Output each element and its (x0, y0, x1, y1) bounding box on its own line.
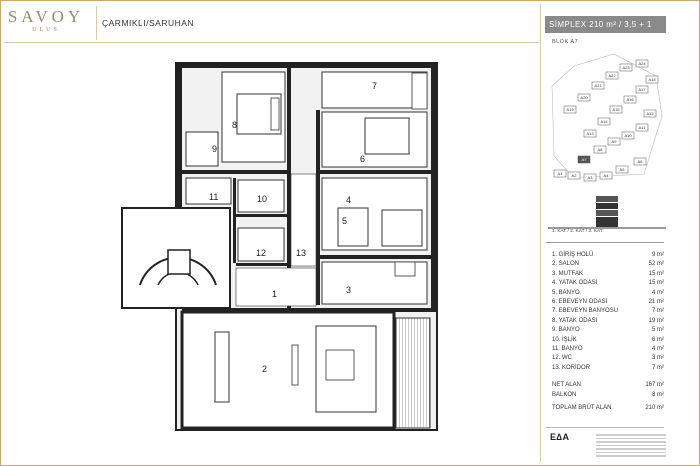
room-name: 5. BANYO (552, 289, 580, 296)
room-area: 5 m² (652, 327, 664, 334)
plan-label-11: 11 (209, 192, 219, 202)
gross-area-row (552, 404, 664, 413)
room-name: 4. YATAK ODASI (552, 280, 598, 287)
site-block-label: A7 (581, 157, 587, 163)
balcony-label: BALKON (552, 391, 577, 398)
site-block-label: A13 (586, 131, 594, 137)
site-block-label: A14 (600, 119, 608, 125)
gross-area-label: TOPLAM BRÜT ALAN (552, 405, 612, 411)
net-area-label: NET ALAN (552, 382, 581, 388)
site-block-label: A9 (611, 139, 617, 145)
pillow-8 (271, 98, 279, 130)
room-name: 9. BANYO (552, 327, 580, 334)
room-row (552, 317, 664, 326)
site-block-label: A4 (603, 173, 609, 179)
coffee-table (326, 350, 354, 380)
site-block-label: A19 (566, 107, 574, 113)
wall-h2 (320, 170, 431, 174)
site-block-label: A1 (557, 171, 563, 177)
site-block-label: A21 (594, 83, 602, 89)
room-name: 7. EBEVEYN BANYOSU (552, 308, 619, 315)
room-area: 7 m² (652, 308, 664, 315)
balcony (396, 318, 430, 428)
plan-label-10: 10 (257, 194, 268, 204)
elevator (168, 250, 190, 274)
room-area: 4 m² (652, 345, 664, 352)
logo-brand: SAVOY (7, 7, 85, 26)
room-row (552, 298, 664, 307)
room-area: 15 m² (648, 280, 664, 287)
wall-top (176, 63, 437, 68)
wall-h3 (320, 255, 431, 259)
room-row (552, 326, 664, 335)
room-name: 6. EBEVEYN ODASI (552, 298, 608, 305)
room-row (552, 279, 664, 288)
bathtub-7 (412, 73, 427, 109)
balcony-row (552, 391, 664, 401)
room-row (552, 336, 664, 345)
site-block-label: A24 (638, 61, 646, 67)
room-area: 52 m² (648, 261, 664, 268)
room-row (552, 260, 664, 269)
wall-v2 (316, 110, 320, 305)
room-row (552, 270, 664, 279)
site-plan-map (544, 46, 672, 186)
unit-title-bar: SİMPLEX 210 m² / 3,5 + 1 (545, 16, 666, 33)
room-area: 3 m² (652, 355, 664, 362)
plan-label-3: 3 (346, 285, 352, 295)
site-block-label: A6 (637, 159, 643, 165)
room-area: 9 m² (652, 252, 664, 258)
site-block-label: A20 (580, 95, 588, 101)
site-block-label: A16 (626, 97, 634, 103)
wall-v3 (233, 178, 236, 263)
room-name: 12. WC (552, 355, 573, 362)
room-name: 8. YATAK ODASI (552, 317, 598, 324)
plan-label-4: 4 (346, 195, 352, 205)
room-row (552, 307, 664, 316)
location-title: ÇARMIKLI/SARUHAN (102, 18, 195, 28)
developer-logo: E∆A (550, 432, 570, 442)
site-block-label: A10 (624, 133, 632, 139)
plan-label-13: 13 (296, 248, 307, 258)
bed-6 (365, 118, 409, 154)
site-block-label: A3 (587, 175, 593, 181)
room-name: 1. GİRİŞ HOLÜ (552, 252, 594, 258)
plan-label-2: 2 (262, 364, 268, 374)
wall-right (431, 63, 437, 308)
balcony-value: 8 m² (652, 391, 664, 398)
room-area: 6 m² (652, 336, 664, 343)
net-area-value: 167 m² (645, 382, 664, 388)
site-block-label: A23 (622, 65, 630, 71)
room-area: 21 m² (648, 298, 664, 305)
room-name: 13. KORİDOR (552, 364, 591, 371)
site-block-label: A18 (648, 77, 656, 83)
room-row (552, 251, 664, 260)
room-5 (338, 208, 368, 246)
tv-unit (292, 345, 298, 385)
room-name: 2. SALON (552, 261, 580, 268)
net-area-row (552, 381, 664, 391)
logo-sub: ULUS (32, 27, 60, 33)
room-name: 3. MUTFAK (552, 270, 584, 277)
gross-area (552, 404, 664, 413)
site-block-label: A12 (646, 111, 654, 117)
wall-h6 (236, 263, 287, 266)
room-area: 19 m² (648, 317, 664, 324)
bed-4 (382, 210, 422, 246)
floor-indicator-label: 1. KAT / 2. KAT / 3. KAT (552, 229, 603, 234)
wall-h1 (182, 170, 287, 174)
site-block-label: A15 (612, 107, 620, 113)
site-block-label: A2 (571, 173, 577, 179)
room-name: 10. İŞLİK (552, 336, 577, 343)
site-block-label: A22 (608, 73, 616, 79)
room-area-list (552, 251, 664, 373)
panel-rule (546, 242, 664, 243)
plan-label-12: 12 (256, 248, 267, 258)
area-totals (552, 381, 664, 400)
footer-rule (546, 427, 664, 428)
room-area: 15 m² (648, 270, 664, 277)
dining-table (215, 332, 229, 402)
gross-area-value: 210 m² (645, 405, 664, 411)
site-block-label: A5 (619, 167, 625, 173)
room-name: 11. BANYO (552, 345, 583, 352)
kitchen-counter (395, 262, 415, 276)
room-row (552, 354, 664, 363)
room-row (552, 345, 664, 354)
plan-label-7: 7 (372, 81, 378, 91)
room-area: 4 m² (652, 289, 664, 296)
plan-label-5: 5 (342, 216, 348, 226)
plan-label-6: 6 (360, 154, 366, 164)
plan-label-9: 9 (212, 144, 218, 154)
wall-h5 (236, 214, 287, 217)
site-block-label: A17 (638, 87, 646, 93)
plan-label-1: 1 (272, 289, 278, 299)
room-1 (236, 268, 316, 306)
site-block-label: A11 (638, 125, 646, 131)
room-area: 7 m² (652, 364, 664, 371)
room-row (552, 364, 664, 373)
block-label: BLOK A7 (552, 39, 579, 45)
site-block-label: A8 (597, 147, 603, 153)
disclaimer-text (596, 434, 666, 459)
panel-divider (540, 4, 541, 462)
room-row (552, 289, 664, 298)
plan-label-8: 8 (232, 120, 238, 130)
